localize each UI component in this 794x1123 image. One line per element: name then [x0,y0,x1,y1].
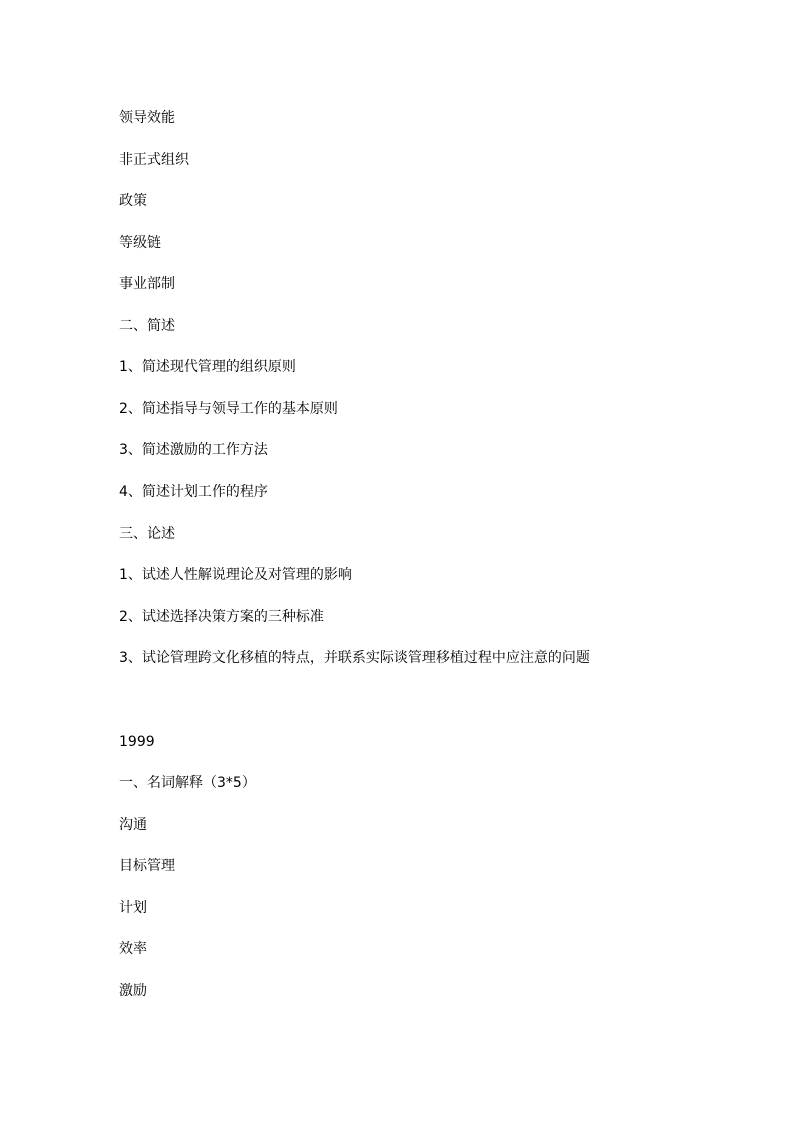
term-policy: 政策 [119,193,147,209]
section-heading-definitions: 一、名词解释（3*5） [119,775,256,791]
question-item: 4、简述计划工作的程序 [119,484,268,500]
term-leadership-effectiveness: 领导效能 [119,110,175,126]
question-item: 3、试论管理跨文化移植的特点，并联系实际谈管理移植过程中应注意的问题 [119,650,590,666]
question-item: 1、简述现代管理的组织原则 [119,359,296,375]
section-heading-essay: 三、论述 [119,526,175,542]
section-heading-short-answer: 二、简述 [119,318,175,334]
question-item: 1、试述人性解说理论及对管理的影响 [119,567,352,583]
question-item: 2、试述选择决策方案的三种标准 [119,609,324,625]
question-item: 2、简述指导与领导工作的基本原则 [119,401,338,417]
term-communication: 沟通 [119,817,147,833]
term-divisional-structure: 事业部制 [119,276,175,292]
term-management-by-objectives: 目标管理 [119,858,175,874]
term-efficiency: 效率 [119,941,147,957]
term-scalar-chain: 等级链 [119,235,161,251]
term-planning: 计划 [119,900,147,916]
year-heading: 1999 [119,734,155,750]
term-informal-organization: 非正式组织 [119,152,189,168]
question-item: 3、简述激励的工作方法 [119,442,268,458]
term-motivation: 激励 [119,983,147,999]
